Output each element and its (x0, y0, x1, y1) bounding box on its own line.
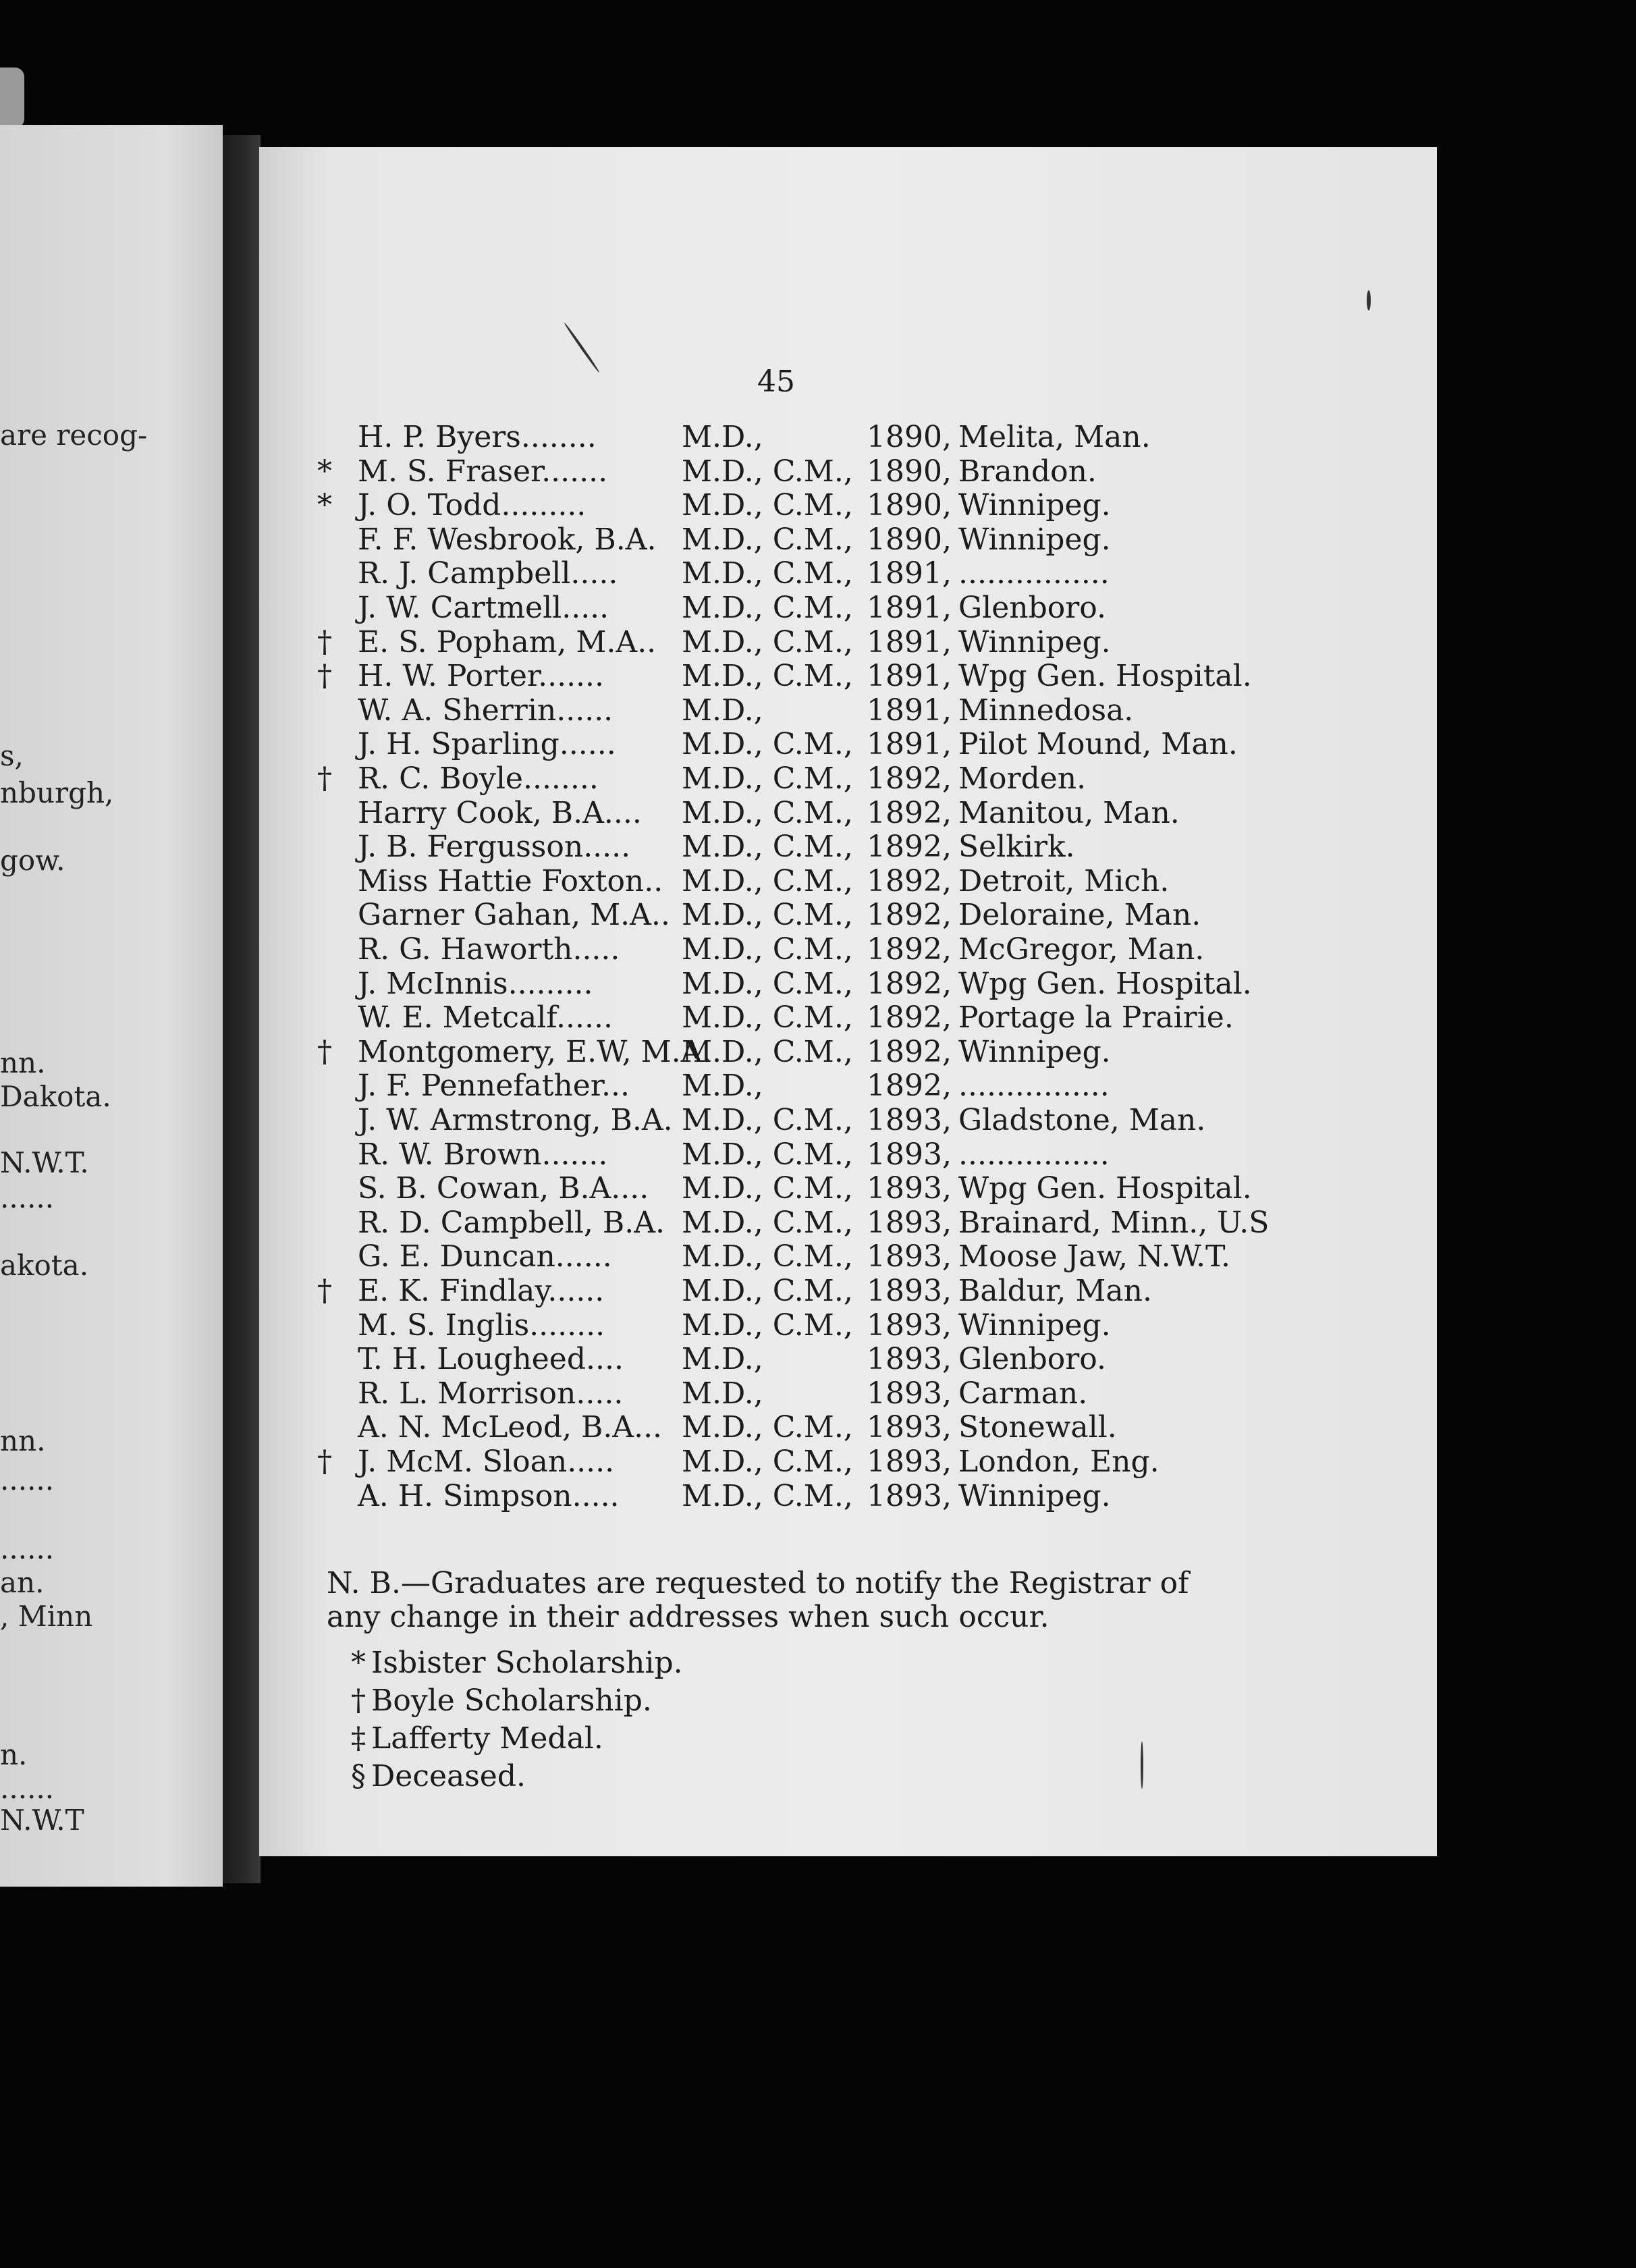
left-fragment: nn. (0, 1424, 46, 1457)
graduate-year: 1893, (867, 1479, 952, 1513)
graduate-degree: M.D., C.M., (682, 454, 853, 489)
graduate-degree: M.D., C.M., (682, 1137, 853, 1172)
note-line-2: any change in their addresses when such occur. (327, 1600, 1049, 1634)
graduate-name: A. N. McLeod, B.A... (358, 1410, 663, 1444)
graduate-name: G. E. Duncan...... (358, 1239, 612, 1274)
graduate-year: 1892, (867, 761, 952, 796)
graduate-degree: M.D., (682, 693, 763, 728)
graduate-year: 1890, (867, 522, 952, 557)
graduate-year: 1892, (867, 796, 952, 830)
graduate-mark: † (317, 659, 332, 693)
graduate-degree: M.D., C.M., (682, 761, 853, 796)
legend-symbol: ‡ (351, 1721, 366, 1756)
left-fragment: Dakota. (0, 1080, 111, 1113)
graduate-place: Winnipeg. (958, 1035, 1111, 1069)
graduate-degree: M.D., C.M., (682, 1035, 853, 1069)
graduate-year: 1892, (867, 1035, 952, 1069)
left-fragment: akota. (0, 1249, 89, 1282)
graduate-name: J. McInnis......... (358, 967, 593, 1001)
graduate-year: 1892, (867, 932, 952, 967)
graduate-degree: M.D., C.M., (682, 522, 853, 557)
graduate-name: J. H. Sparling...... (358, 727, 616, 761)
graduate-name: R. C. Boyle........ (358, 761, 599, 796)
graduate-place: Portage la Prairie. (958, 1000, 1234, 1035)
graduate-year: 1893, (867, 1444, 952, 1479)
graduate-name: J. W. Armstrong, B.A. (358, 1103, 673, 1137)
graduate-year: 1892, (867, 898, 952, 932)
graduate-name: Harry Cook, B.A.... (358, 796, 642, 830)
graduate-mark: † (317, 761, 332, 796)
left-fragment: are recog- (0, 418, 148, 452)
graduate-degree: M.D., (682, 1069, 763, 1103)
graduate-degree: M.D., C.M., (682, 591, 853, 625)
graduate-place: Wpg Gen. Hospital. (958, 967, 1252, 1001)
graduate-name: J. B. Fergusson..... (358, 830, 631, 864)
graduate-mark: * (317, 454, 332, 489)
graduate-year: 1892, (867, 967, 952, 1001)
graduate-degree: M.D., (682, 1376, 763, 1411)
graduate-place: Carman. (958, 1376, 1088, 1411)
legend-label: Lafferty Medal. (371, 1721, 603, 1756)
graduate-place: Winnipeg. (958, 1308, 1111, 1343)
scan-mark (1367, 290, 1371, 310)
graduate-degree: M.D., C.M., (682, 1479, 853, 1513)
graduate-degree: M.D., C.M., (682, 727, 853, 761)
page-number: 45 (757, 364, 795, 399)
graduate-degree: M.D., C.M., (682, 1308, 853, 1343)
graduate-place: Minnedosa. (958, 693, 1134, 728)
graduate-name: E. K. Findlay...... (358, 1274, 605, 1308)
graduate-place: Baldur, Man. (958, 1274, 1152, 1308)
graduate-place: Melita, Man. (958, 420, 1151, 454)
graduate-year: 1891, (867, 591, 952, 625)
graduate-name: R. L. Morrison..... (358, 1376, 624, 1411)
graduate-year: 1890, (867, 420, 952, 454)
graduate-year: 1890, (867, 488, 952, 522)
graduate-year: 1893, (867, 1410, 952, 1444)
graduate-place: Stonewall. (958, 1410, 1117, 1444)
legend-symbol: * (351, 1646, 366, 1680)
graduate-name: H. P. Byers........ (358, 420, 597, 454)
graduate-place: Brandon. (958, 454, 1097, 489)
left-fragment: nburgh, (0, 776, 114, 809)
graduate-year: 1891, (867, 727, 952, 761)
graduate-name: J. W. Cartmell..... (358, 591, 609, 625)
graduate-name: A. H. Simpson..... (358, 1479, 620, 1513)
graduate-place: Deloraine, Man. (958, 898, 1201, 932)
graduate-place: London, Eng. (958, 1444, 1160, 1479)
graduate-name: W. E. Metcalf...... (358, 1000, 613, 1035)
graduate-degree: M.D., C.M., (682, 830, 853, 864)
graduate-year: 1891, (867, 659, 952, 693)
graduate-mark: * (317, 488, 332, 522)
legend-label: Isbister Scholarship. (371, 1646, 683, 1680)
graduate-name: R. G. Haworth..... (358, 932, 620, 967)
graduate-place: Winnipeg. (958, 625, 1111, 659)
graduate-year: 1893, (867, 1171, 952, 1206)
graduate-year: 1893, (867, 1239, 952, 1274)
graduate-name: M. S. Fraser....... (358, 454, 608, 489)
graduate-degree: M.D., C.M., (682, 1103, 853, 1137)
graduate-degree: M.D., C.M., (682, 1000, 853, 1035)
graduate-year: 1890, (867, 454, 952, 489)
page-edge-tab (0, 68, 24, 128)
graduate-year: 1892, (867, 830, 952, 864)
graduate-year: 1892, (867, 1000, 952, 1035)
left-fragment: N.W.T. (0, 1146, 89, 1179)
graduate-name: Montgomery, E.W, M.A. (358, 1035, 712, 1069)
graduate-place: Brainard, Minn., U.S (958, 1206, 1270, 1240)
legend-symbol: § (351, 1759, 366, 1793)
graduate-place: Pilot Mound, Man. (958, 727, 1238, 761)
graduate-year: 1893, (867, 1308, 952, 1343)
graduate-place: ................ (958, 556, 1110, 591)
graduate-place: Gladstone, Man. (958, 1103, 1206, 1137)
graduate-name: Garner Gahan, M.A.. (358, 898, 670, 932)
left-fragment: ...... (0, 1463, 55, 1496)
graduate-mark: † (317, 1444, 332, 1479)
graduate-name: J. McM. Sloan..... (358, 1444, 615, 1479)
legend-isbister (351, 1646, 683, 1680)
graduate-place: Wpg Gen. Hospital. (958, 1171, 1252, 1206)
graduate-mark: † (317, 625, 332, 659)
graduate-degree: M.D., C.M., (682, 1206, 853, 1240)
left-fragment: ...... (0, 1532, 55, 1565)
graduate-mark: † (317, 1274, 332, 1308)
legend-label: Boyle Scholarship. (371, 1683, 652, 1718)
note-line-1: N. B.—Graduates are requested to notify the Registrar of (327, 1566, 1189, 1600)
left-fragment: nn. (0, 1046, 46, 1079)
graduate-degree: M.D., C.M., (682, 488, 853, 522)
graduate-degree: M.D., C.M., (682, 659, 853, 693)
graduate-year: 1891, (867, 625, 952, 659)
left-fragment: ...... (0, 1181, 55, 1214)
graduate-year: 1893, (867, 1376, 952, 1411)
graduate-place: Morden. (958, 761, 1087, 796)
graduate-place: Glenboro. (958, 1342, 1106, 1376)
legend-lafferty (351, 1721, 603, 1756)
left-fragment: s, (0, 739, 24, 772)
graduate-place: Moose Jaw, N.W.T. (958, 1239, 1230, 1274)
graduate-year: 1893, (867, 1274, 952, 1308)
left-fragment: N.W.T (0, 1804, 84, 1837)
legend-boyle (351, 1683, 652, 1718)
graduate-degree: M.D., C.M., (682, 1410, 853, 1444)
graduate-year: 1893, (867, 1206, 952, 1240)
graduate-degree: M.D., (682, 420, 763, 454)
graduate-degree: M.D., C.M., (682, 898, 853, 932)
legend-symbol: † (351, 1683, 366, 1718)
graduate-place: ................ (958, 1069, 1110, 1103)
graduate-degree: M.D., C.M., (682, 864, 853, 898)
graduate-year: 1891, (867, 693, 952, 728)
graduate-degree: M.D., C.M., (682, 625, 853, 659)
left-fragment: gow. (0, 844, 65, 877)
graduate-name: W. A. Sherrin...... (358, 693, 614, 728)
graduate-degree: M.D., C.M., (682, 967, 853, 1001)
graduate-name: S. B. Cowan, B.A.... (358, 1171, 649, 1206)
graduate-name: Miss Hattie Foxton.. (358, 864, 663, 898)
graduate-year: 1893, (867, 1137, 952, 1172)
graduate-name: R. J. Campbell..... (358, 556, 618, 591)
graduate-degree: M.D., C.M., (682, 932, 853, 967)
graduate-name: H. W. Porter....... (358, 659, 605, 693)
graduate-name: F. F. Wesbrook, B.A. (358, 522, 657, 557)
graduate-degree: M.D., C.M., (682, 796, 853, 830)
legend-deceased (351, 1759, 526, 1793)
graduate-year: 1892, (867, 864, 952, 898)
graduate-degree: M.D., C.M., (682, 1444, 853, 1479)
graduate-place: Glenboro. (958, 591, 1106, 625)
left-fragment: an. (0, 1566, 45, 1599)
left-fragment: n. (0, 1738, 28, 1771)
graduate-name: E. S. Popham, M.A.. (358, 625, 657, 659)
graduate-place: Winnipeg. (958, 522, 1111, 557)
graduate-place: Winnipeg. (958, 488, 1111, 522)
graduate-year: 1893, (867, 1342, 952, 1376)
graduate-degree: M.D., C.M., (682, 1171, 853, 1206)
graduate-degree: M.D., C.M., (682, 1274, 853, 1308)
graduate-year: 1892, (867, 1069, 952, 1103)
scan-mark (1141, 1742, 1143, 1789)
graduate-degree: M.D., C.M., (682, 1239, 853, 1274)
graduate-place: Winnipeg. (958, 1479, 1111, 1513)
graduate-place: ................ (958, 1137, 1110, 1172)
left-fragment: ...... (0, 1772, 55, 1805)
graduate-name: R. W. Brown....... (358, 1137, 608, 1172)
left-fragment: , Minn (0, 1600, 93, 1633)
graduate-place: Manitou, Man. (958, 796, 1180, 830)
graduate-mark: † (317, 1035, 332, 1069)
graduate-place: Selkirk. (958, 830, 1075, 864)
graduate-name: T. H. Lougheed.... (358, 1342, 624, 1376)
book-gutter (223, 135, 261, 1883)
graduate-place: Wpg Gen. Hospital. (958, 659, 1252, 693)
graduate-degree: M.D., C.M., (682, 556, 853, 591)
graduate-place: McGregor, Man. (958, 932, 1205, 967)
graduate-name: J. O. Todd......... (358, 488, 587, 522)
graduate-degree: M.D., (682, 1342, 763, 1376)
graduate-year: 1893, (867, 1103, 952, 1137)
legend-label: Deceased. (371, 1759, 526, 1793)
graduate-name: M. S. Inglis........ (358, 1308, 605, 1343)
graduate-year: 1891, (867, 556, 952, 591)
graduate-place: Detroit, Mich. (958, 864, 1170, 898)
graduate-name: J. F. Pennefather... (358, 1069, 630, 1103)
graduate-name: R. D. Campbell, B.A. (358, 1206, 665, 1240)
